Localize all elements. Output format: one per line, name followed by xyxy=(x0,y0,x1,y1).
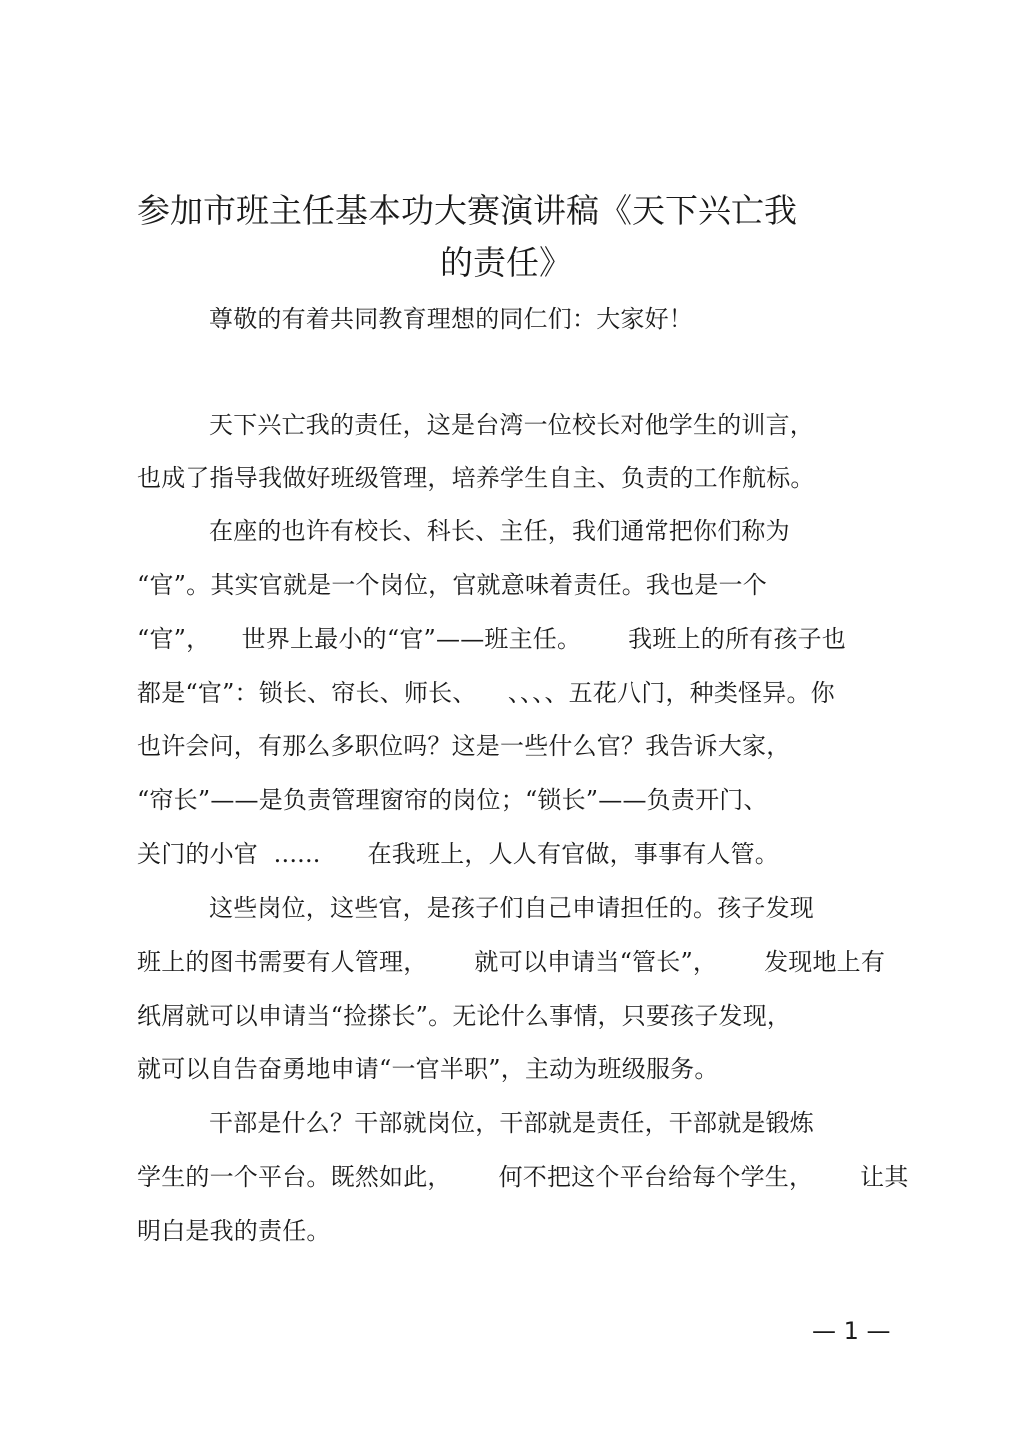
paragraph-3-line-4: 就可以自告奋勇地申请“一官半职”，主动为班级服务。 xyxy=(137,1055,719,1083)
paragraph-3-line-1: 这些岗位，这些官，是孩子们自己申请担任的。孩子发现 xyxy=(209,894,814,922)
paragraph-3-line-2: 班上的图书需要有人管理， 就可以申请当“管长”， 发现地上有 xyxy=(137,948,886,976)
paragraph-2-line-6: “帘长”——是负责管理窗帘的岗位；“锁长”——负责开门、 xyxy=(137,786,768,814)
page-number: — 1 — xyxy=(812,1317,891,1345)
paragraph-1-line-2: 也成了指导我做好班级管理，培养学生自主、负责的工作航标。 xyxy=(137,464,815,492)
document-title-line-2: 的责任》 xyxy=(440,243,572,282)
paragraph-2-line-2: “官”。其实官就是一个岗位，官就意味着责任。我也是一个 xyxy=(137,571,767,599)
paragraph-4-line-1: 干部是什么？干部就岗位，干部就是责任，干部就是锻炼 xyxy=(209,1109,814,1137)
paragraph-2-line-4: 都是“官”：锁长、帘长、师长、 、、、、五花八门，种类怪异。你 xyxy=(137,679,835,707)
paragraph-1-line-1: 天下兴亡我的责任，这是台湾一位校长对他学生的训言， xyxy=(209,411,814,439)
paragraph-2-line-1: 在座的也许有校长、科长、主任，我们通常把你们称为 xyxy=(209,517,790,545)
paragraph-4-line-2: 学生的一个平台。既然如此， 何不把这个平台给每个学生， 让其 xyxy=(137,1163,909,1191)
greeting: 尊敬的有着共同教育理想的同仁们：大家好！ xyxy=(209,305,693,333)
paragraph-3-line-3: 纸屑就可以申请当“捡搽长”。无论什么事情，只要孩子发现， xyxy=(137,1002,792,1030)
paragraph-4-line-3: 明白是我的责任。 xyxy=(137,1217,331,1245)
document-title-line-1: 参加市班主任基本功大赛演讲稿《天下兴亡我 xyxy=(137,191,797,230)
paragraph-2-line-7: 关门的小官 ...... 在我班上，人人有官做，事事有人管。 xyxy=(137,840,780,868)
paragraph-2-line-5: 也许会问，有那么多职位吗？这是一些什么官？我告诉大家， xyxy=(137,732,791,760)
paragraph-2-line-3: “官”， 世界上最小的“官”——班主任。 我班上的所有孩子也 xyxy=(137,625,846,653)
